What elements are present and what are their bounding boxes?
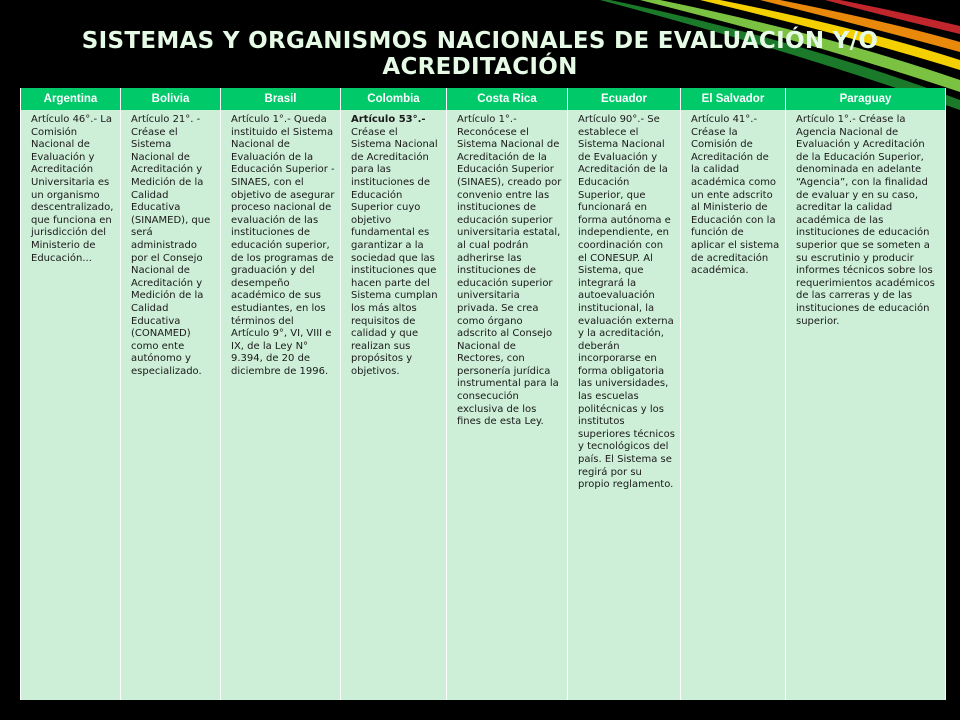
slide-title — [20, 28, 940, 80]
slide-title-line-2: ACREDITACIÓN — [382, 54, 578, 80]
accreditation-systems-table — [20, 88, 946, 700]
header-brasil: Brasil — [221, 88, 341, 110]
header-ecuador: Ecuador — [568, 88, 681, 110]
header-colombia: Colombia — [341, 88, 447, 110]
cell-argentina: Artículo 46°.- La Comisión Nacional de Evaluación y Acreditación Universitaria es un organismo descentralizado, que funciona en jurisdicción del Ministerio de Educación... — [21, 110, 121, 700]
header-paraguay: Paraguay — [786, 88, 946, 110]
cell-costa-rica: Artículo 1°.- Reconócese el Sistema Nacional de Acreditación de la Educación Superior (SINAES), creado por convenio entre las instituciones de educación superior universitaria estatal, al cual podrán adherirse las instituciones de educación superior universitaria privada. Se crea como órgano adscrito al Consejo Nacional de Rectores, con personería jurídica instrumental para la consecución exclusiva de los fines de esta Ley. — [447, 110, 568, 700]
cell-el-salvador: Artículo 41°.- Créase la Comisión de Acreditación de la calidad académica como un ente adscrito al Ministerio de Educación con la función de aplicar el sistema de acreditación académica. — [681, 110, 786, 700]
header-bolivia: Bolivia — [121, 88, 221, 110]
header-argentina: Argentina — [21, 88, 121, 110]
slide-title-line-1: SISTEMAS Y ORGANISMOS NACIONALES DE EVALUACIÓN Y/O — [81, 28, 879, 54]
cell-ecuador: Artículo 90°.- Se establece el Sistema Nacional de Evaluación y Acreditación de la Educación Superior, que funcionará en forma autónoma e independiente, en coordinación con el CONESUP. Al Sistema, que integrará la autoevaluación institucional, la evaluación externa y la acreditación, deberán incorporarse en forma obligatoria las universidades, las escuelas politécnicas y los institutos superiores técnicos y tecnológicos del país. El Sistema se regirá por su propio reglamento. — [568, 110, 681, 700]
cell-paraguay: Artículo 1°.- Créase la Agencia Nacional de Evaluación y Acreditación de la Educación Superior, denominada en adelante “Agencia”, con la finalidad de evaluar y en su caso, acreditar la calidad académica de las instituciones de educación superior que se someten a su escrutinio y producir informes técnicos sobre los requerimientos académicos de las carreras y de las instituciones de educación superior. — [786, 110, 946, 700]
table-header-row — [21, 88, 946, 110]
cell-colombia — [341, 110, 447, 700]
table-row — [21, 110, 946, 700]
cell-colombia-lead: Artículo 53°.- — [351, 114, 426, 125]
header-costa-rica: Costa Rica — [447, 88, 568, 110]
cell-colombia-text: Créase el Sistema Nacional de Acreditación para las instituciones de Educación Superior cuyo objetivo fundamental es garantizar a la sociedad que las instituciones que hacen parte del Sistema cumplan los más altos requisitos de calidad y que realizan sus propósitos y objetivos. — [351, 126, 438, 377]
cell-bolivia: Artículo 21°. - Créase el Sistema Nacional de Acreditación y Medición de la Calidad Educativa (SINAMED), que será administrado por el Consejo Nacional de Acreditación y Medición de la Calidad Educativa (CONAMED) como ente autónomo y especializado. — [121, 110, 221, 700]
header-el-salvador: El Salvador — [681, 88, 786, 110]
cell-brasil: Artículo 1°.- Queda instituido el Sistema Nacional de Evaluación de la Educación Superior - SINAES, con el objetivo de asegurar proceso nacional de evaluación de las instituciones de educación superior, de los programas de graduación y del desempeño académico de sus estudiantes, en los términos del Artículo 9°, VI, VIII e IX, de la Ley N° 9.394, de 20 de diciembre de 1996. — [221, 110, 341, 700]
